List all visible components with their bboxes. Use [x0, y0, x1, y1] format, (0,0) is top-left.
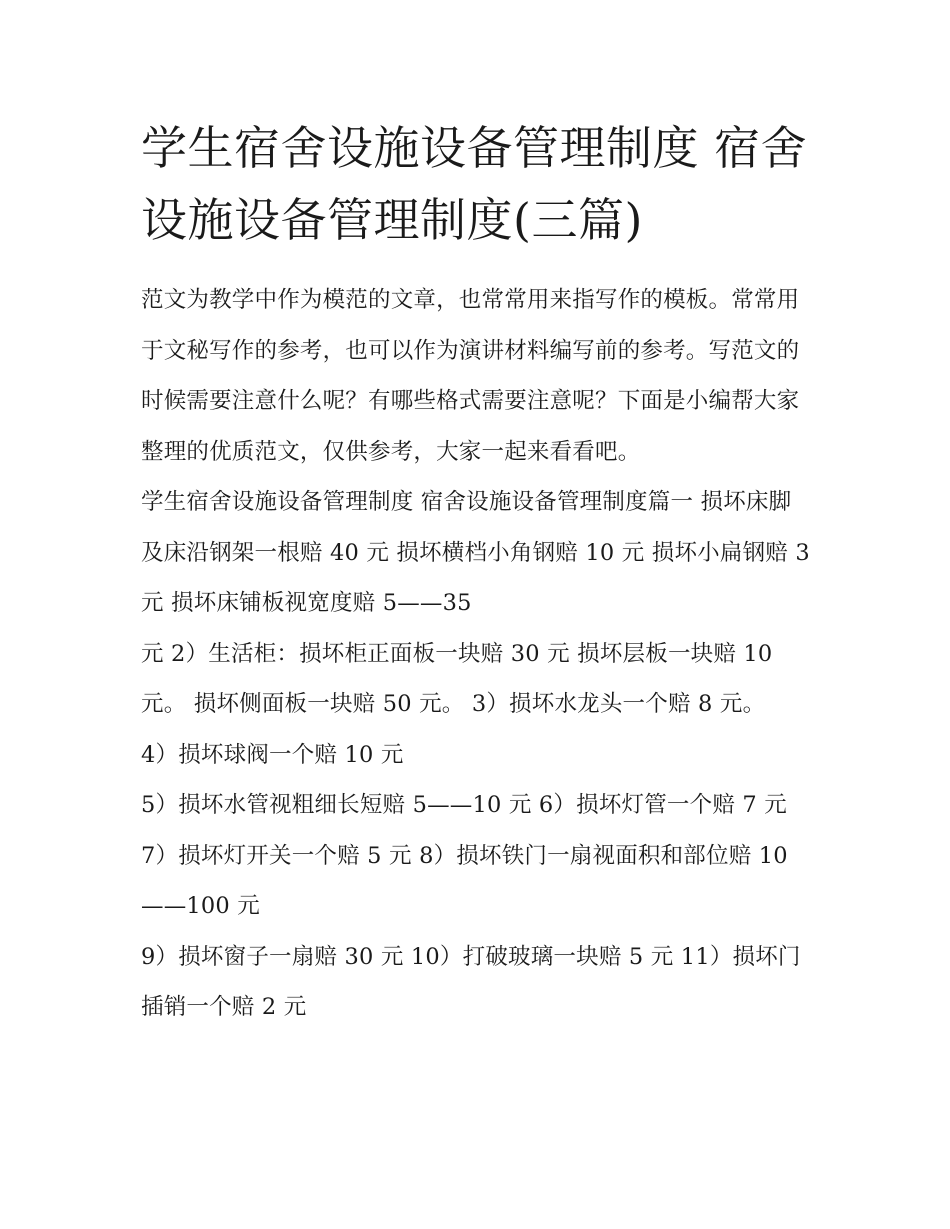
- paragraph-intro: 范文为教学中作为模范的文章，也常常用来指写作的模板。常常用于文秘写作的参考，也可以作为演讲材料编写前的参考。写范文的时候需要注意什么呢？有哪些格式需要注意呢？下面是小编帮大家整理的优质范文，仅供参考，大家一起来看看吧。: [141, 287, 800, 465]
- document-body: [141, 275, 813, 1033]
- paragraph-window-glass-rules: 9）损坏窗子一扇赔 30 元 10）打破玻璃一块赔 5 元 11）损坏门插销一个赔 2 元: [141, 943, 801, 1020]
- paragraph-pipe-lamp-rules: 5）损坏水管视粗细长短赔 5——10 元 6）损坏灯管一个赔 7 元: [141, 792, 787, 818]
- paragraph-switch-door-rules: 7）损坏灯开关一个赔 5 元 8）损坏铁门一扇视面积和部位赔 10——100 元: [141, 842, 788, 919]
- document-title: 学生宿舍设施设备管理制度 宿舍设施设备管理制度(三篇): [141, 121, 808, 247]
- paragraph-valve-rule: 4）损坏球阀一个赔 10 元: [141, 741, 404, 768]
- paragraph-bed-rules: 学生宿舍设施设备管理制度 宿舍设施设备管理制度篇一 损坏床脚及床沿钢架一根赔 40 元 损坏横档小角钢赔 10 元 损坏小扁钢赔 3 元 损坏床铺板视宽度赔 5——35: [141, 489, 810, 616]
- paragraph-cabinet-rules: 元 2）生活柜：损坏柜正面板一块赔 30 元 损坏层板一块赔 10 元。 损坏侧面板一块赔 50 元。 3）损坏水龙头一个赔 8 元。: [141, 640, 773, 717]
